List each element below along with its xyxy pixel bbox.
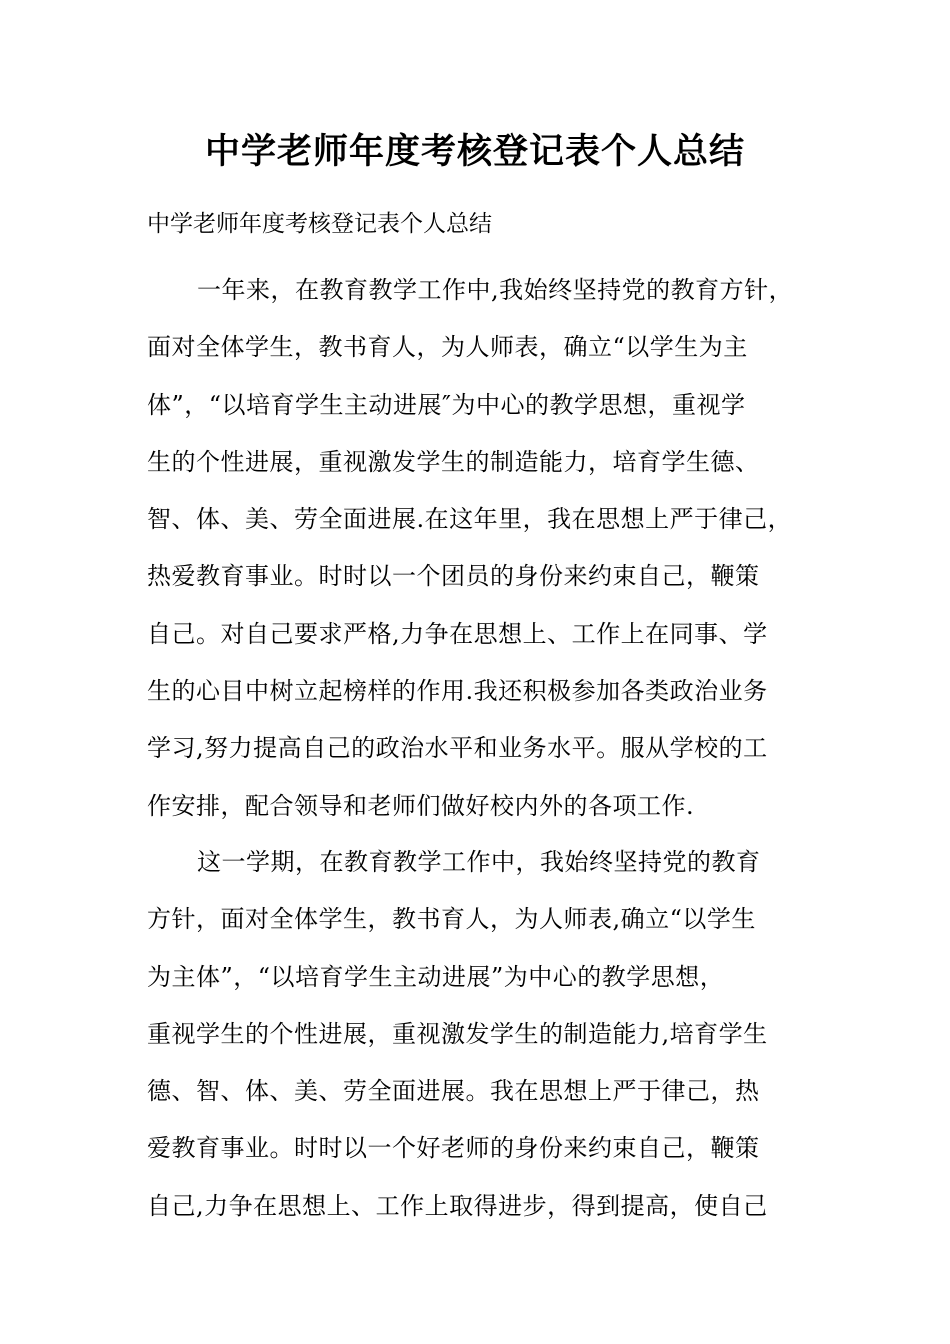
paragraph-line: 热爱教育事业。时时以一个团员的身份来约束自己，鞭策: [147, 562, 760, 591]
paragraph-line: 这一学期，在教育教学工作中，我始终坚持党的教育: [197, 848, 761, 876]
paragraph-line: 学习,努力提高自己的政治水平和业务水平。服从学校的工: [147, 734, 768, 763]
paragraph-line: 作安排，配合领导和老师们做好校内外的各项工作.: [147, 791, 695, 820]
paragraph-line: 爱教育事业。时时以一个好老师的身份来约束自己，鞭策: [147, 1134, 760, 1163]
paragraph-line: 重视学生的个性进展，重视激发学生的制造能力,培育学生: [147, 1019, 768, 1048]
paragraph-line: 面对全体学生，教书育人，为人师表，确立“以学生为主: [147, 333, 748, 362]
document-subtitle: 中学老师年度考核登记表个人总结: [147, 211, 492, 237]
paragraph-line: 体”，“以培育学生主动进展″为中心的教学思想，重视学: [147, 390, 746, 419]
paragraph-1: [147, 262, 827, 835]
paragraph-line: 自己,力争在思想上、工作上取得进步，得到提高，使自己: [147, 1191, 768, 1220]
paragraph-line: 一年来，在教育教学工作中,我始终坚持党的教育方针，: [197, 276, 794, 304]
paragraph-line: 生的个性进展，重视激发学生的制造能力，培育学生德、: [147, 447, 760, 476]
paragraph-line: 方针，面对全体学生，教书育人，为人师表,确立“以学生: [147, 905, 756, 934]
paragraph-2: [147, 834, 827, 1235]
paragraph-line: 自己。对自己要求严格,力争在思想上、工作上在同事、学: [147, 619, 768, 648]
paragraph-line: 德、智、体、美、劳全面进展。我在思想上严于律己，热: [147, 1077, 760, 1106]
paragraph-line: 生的心目中树立起榜样的作用.我还积极参加各类政治业务: [147, 677, 768, 706]
document-title: 中学老师年度考核登记表个人总结: [204, 131, 745, 172]
paragraph-line: 智、体、美、劳全面进展.在这年里，我在思想上严于律己，: [147, 505, 793, 534]
paragraph-line: 为主体”，“以培育学生主动进展”为中心的教学思想，: [147, 962, 725, 991]
